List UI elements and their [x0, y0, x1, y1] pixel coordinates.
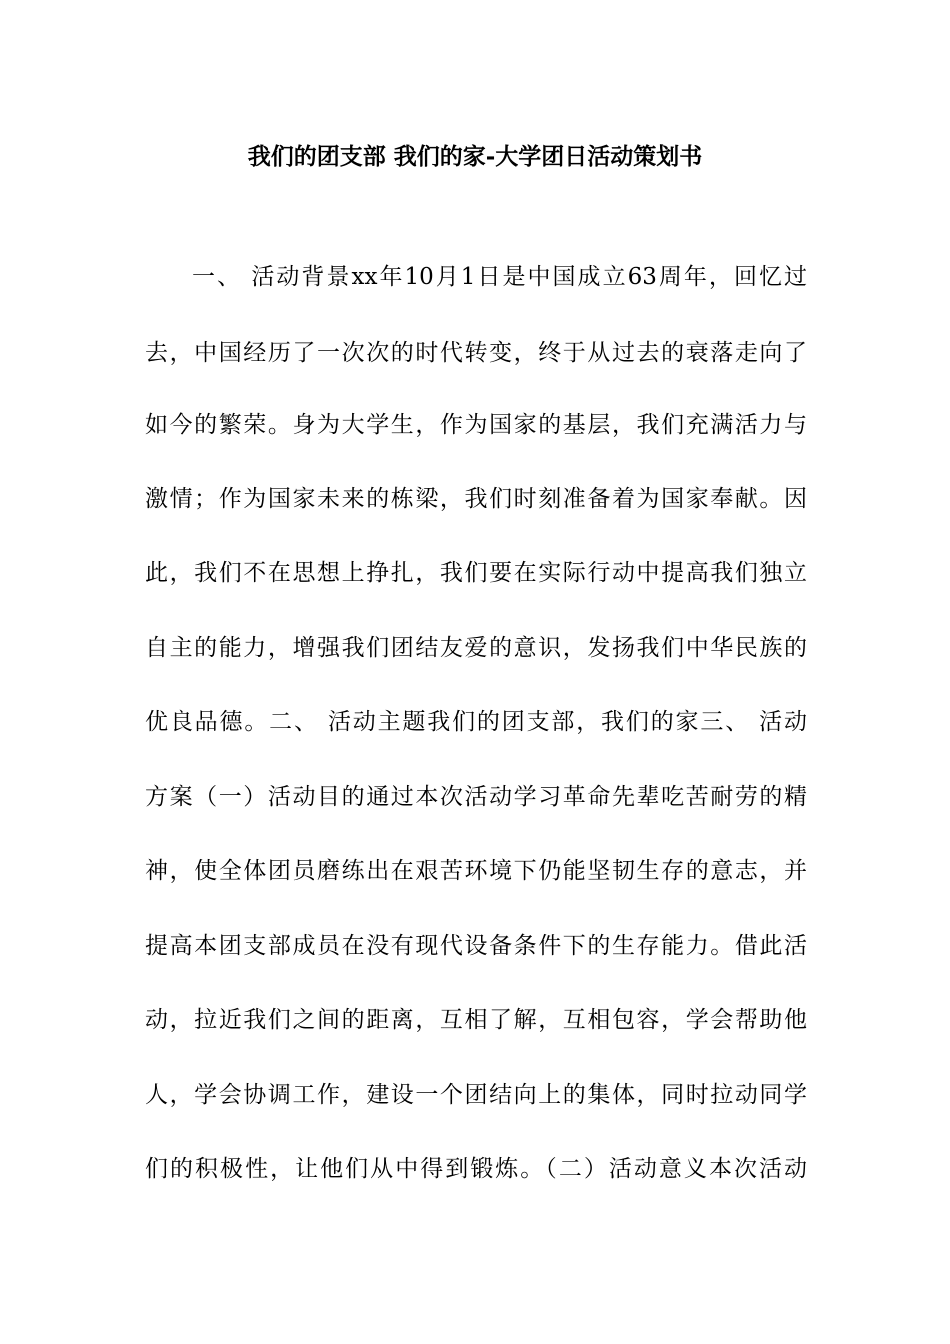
document-title: 我们的团支部 我们的家-大学团日活动策划书: [247, 143, 703, 170]
body-line-2: 去，中国经历了一次次的时代转变，终于从过去的衰落走向了: [145, 340, 807, 366]
body-line-11: 动，拉近我们之间的距离，互相了解，互相包容，学会帮助他: [145, 1007, 807, 1033]
body-line-5: 此，我们不在思想上挣扎，我们要在实际行动中提高我们独立: [145, 560, 807, 586]
body-line-4: 激情；作为国家未来的栋梁，我们时刻准备着为国家奉献。因: [145, 486, 807, 512]
body-line-1: 一、 活动背景xx年10月1日是中国成立63周年，回忆过: [192, 264, 807, 290]
body-line-6: 自主的能力，增强我们团结友爱的意识，发扬我们中华民族的: [145, 635, 807, 661]
body-line-7: 优良品德。二、 活动主题我们的团支部，我们的家三、 活动: [145, 709, 807, 735]
body-line-3: 如今的繁荣。身为大学生，作为国家的基层，我们充满活力与: [145, 412, 807, 438]
body-line-8: 方案（一）活动目的通过本次活动学习革命先辈吃苦耐劳的精: [145, 784, 807, 810]
body-line-13: 们的积极性，让他们从中得到锻炼。（二）活动意义本次活动: [145, 1156, 807, 1182]
body-line-10: 提高本团支部成员在没有现代设备条件下的生存能力。借此活: [145, 933, 807, 959]
body-line-12: 人，学会协调工作，建设一个团结向上的集体，同时拉动同学: [145, 1082, 807, 1108]
body-line-9: 神，使全体团员磨练出在艰苦环境下仍能坚韧生存的意志，并: [145, 858, 807, 884]
